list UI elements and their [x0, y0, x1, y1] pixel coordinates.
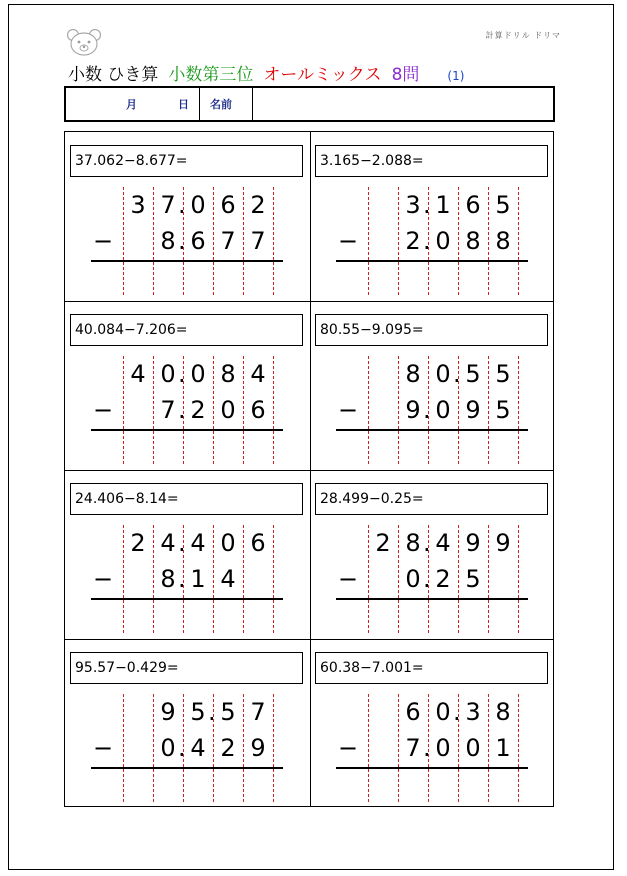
- minuend-digit: 5: [220, 698, 236, 726]
- subtrahend-digit: 6: [250, 396, 266, 424]
- subtrahend-digit: 7: [160, 396, 176, 424]
- column-guide: [518, 525, 519, 633]
- answer-line: [336, 598, 528, 600]
- decimal-point: .: [178, 734, 186, 762]
- subtrahend-digit: 1: [495, 734, 511, 762]
- minuend-digit: 8: [220, 360, 236, 388]
- subtrahend-digit: 9: [405, 396, 421, 424]
- minuend-digit: 3: [465, 698, 481, 726]
- answer-line: [91, 429, 283, 431]
- title-part: 8問: [391, 65, 420, 85]
- subtrahend-digit: 6: [190, 227, 206, 255]
- column-guide: [398, 694, 399, 802]
- problem-cell: [65, 470, 310, 639]
- minuend-digit: 2: [130, 529, 146, 557]
- column-guide: [488, 694, 489, 802]
- minuend-digit: 4: [160, 529, 176, 557]
- date-name-row: [64, 86, 555, 122]
- column-guide: [458, 187, 459, 295]
- minuend-digit: 3: [130, 191, 146, 219]
- problem-cell: [310, 639, 555, 808]
- subtrahend-digit: 8: [160, 565, 176, 593]
- column-guide: [273, 356, 274, 464]
- minus-sign: −: [338, 227, 359, 255]
- column-guide: [123, 187, 124, 295]
- decimal-point: .: [178, 565, 186, 593]
- decimal-point: .: [423, 529, 431, 557]
- subtrahend-digit: 4: [190, 734, 206, 762]
- minuend-digit: 0: [435, 360, 451, 388]
- column-guide: [368, 525, 369, 633]
- subtrahend-digit: 0: [220, 396, 236, 424]
- column-guide: [398, 187, 399, 295]
- column-guide: [488, 525, 489, 633]
- column-guide: [153, 356, 154, 464]
- column-guide: [273, 187, 274, 295]
- column-guide: [213, 525, 214, 633]
- divider: [199, 88, 200, 120]
- column-guide: [398, 525, 399, 633]
- minuend-digit: 0: [190, 360, 206, 388]
- subtrahend-digit: 2: [435, 565, 451, 593]
- problem-cell: [65, 132, 310, 301]
- minuend-digit: 4: [190, 529, 206, 557]
- problem-expression: 40.084−7.206=: [70, 314, 303, 346]
- subtrahend-digit: 2: [190, 396, 206, 424]
- day-label: 日: [178, 98, 189, 111]
- column-guide: [213, 356, 214, 464]
- subtrahend-digit: 2: [220, 734, 236, 762]
- problem-cell: [310, 470, 555, 639]
- problem-cell: [65, 301, 310, 470]
- decimal-point: .: [178, 396, 186, 424]
- name-label: 名前: [210, 98, 232, 111]
- column-guide: [368, 694, 369, 802]
- answer-line: [91, 598, 283, 600]
- subtrahend-digit: 0: [435, 734, 451, 762]
- subtrahend-digit: 0: [465, 734, 481, 762]
- column-guide: [243, 525, 244, 633]
- minuend-digit: 8: [495, 698, 511, 726]
- decimal-point: .: [178, 227, 186, 255]
- answer-line: [336, 260, 528, 262]
- decimal-point: .: [178, 191, 186, 219]
- title-part: 小数 ひき算: [68, 65, 159, 85]
- subtrahend-digit: 9: [250, 734, 266, 762]
- minuend-digit: 6: [465, 191, 481, 219]
- minuend-digit: 2: [375, 529, 391, 557]
- problem-grid: [64, 131, 554, 807]
- minus-sign: −: [93, 396, 114, 424]
- minuend-digit: 6: [250, 529, 266, 557]
- problem-cell: [310, 301, 555, 470]
- column-guide: [153, 525, 154, 633]
- month-label: 月: [126, 98, 137, 111]
- answer-line: [336, 767, 528, 769]
- minuend-digit: 5: [465, 360, 481, 388]
- title-part: 小数第三位: [168, 65, 254, 85]
- decimal-point: .: [453, 360, 461, 388]
- minuend-digit: 5: [190, 698, 206, 726]
- column-guide: [398, 356, 399, 464]
- problem-expression: 95.57−0.429=: [70, 652, 303, 684]
- column-guide: [273, 694, 274, 802]
- minuend-digit: 0: [435, 698, 451, 726]
- subtrahend-digit: 2: [405, 227, 421, 255]
- problem-expression: 3.165−2.088=: [315, 145, 548, 177]
- column-guide: [123, 525, 124, 633]
- problem-expression: 80.55−9.095=: [315, 314, 548, 346]
- minuend-digit: 7: [250, 698, 266, 726]
- subtrahend-digit: 7: [250, 227, 266, 255]
- minuend-digit: 5: [495, 360, 511, 388]
- worksheet-title: [68, 60, 474, 84]
- column-guide: [518, 694, 519, 802]
- name-field[interactable]: [254, 88, 553, 120]
- minuend-digit: 8: [405, 360, 421, 388]
- minuend-digit: 8: [405, 529, 421, 557]
- column-guide: [243, 694, 244, 802]
- column-guide: [243, 187, 244, 295]
- subtrahend-digit: 5: [465, 565, 481, 593]
- minuend-digit: 4: [130, 360, 146, 388]
- answer-line: [336, 429, 528, 431]
- minus-sign: −: [338, 565, 359, 593]
- subtrahend-digit: 9: [465, 396, 481, 424]
- minuend-digit: 0: [190, 191, 206, 219]
- subtrahend-digit: 0: [435, 396, 451, 424]
- minus-sign: −: [93, 565, 114, 593]
- minuend-digit: 2: [250, 191, 266, 219]
- subtrahend-digit: 8: [495, 227, 511, 255]
- subtrahend-digit: 0: [405, 565, 421, 593]
- divider: [252, 88, 253, 120]
- column-guide: [273, 525, 274, 633]
- problem-expression: 37.062−8.677=: [70, 145, 303, 177]
- minuend-digit: 9: [495, 529, 511, 557]
- decimal-point: .: [178, 529, 186, 557]
- bear-face-icon: [66, 28, 102, 56]
- subtrahend-digit: 0: [435, 227, 451, 255]
- column-guide: [518, 187, 519, 295]
- worksheet-number: (1): [447, 69, 465, 83]
- problem-expression: 28.499−0.25=: [315, 483, 548, 515]
- column-guide: [488, 356, 489, 464]
- column-guide: [518, 356, 519, 464]
- subtrahend-digit: 0: [160, 734, 176, 762]
- minuend-digit: 0: [160, 360, 176, 388]
- minus-sign: −: [338, 396, 359, 424]
- column-guide: [213, 187, 214, 295]
- decimal-point: .: [423, 227, 431, 255]
- column-guide: [123, 694, 124, 802]
- decimal-point: .: [423, 565, 431, 593]
- column-guide: [458, 525, 459, 633]
- minus-sign: −: [93, 734, 114, 762]
- subtrahend-digit: 7: [405, 734, 421, 762]
- column-guide: [153, 694, 154, 802]
- subtrahend-digit: 8: [465, 227, 481, 255]
- minus-sign: −: [93, 227, 114, 255]
- decimal-point: .: [178, 360, 186, 388]
- column-guide: [153, 187, 154, 295]
- subtrahend-digit: 5: [495, 396, 511, 424]
- decimal-point: .: [423, 191, 431, 219]
- minuend-digit: 9: [160, 698, 176, 726]
- minus-sign: −: [338, 734, 359, 762]
- problem-cell: [65, 639, 310, 808]
- answer-line: [91, 767, 283, 769]
- column-guide: [368, 187, 369, 295]
- minuend-digit: 4: [435, 529, 451, 557]
- decimal-point: .: [423, 396, 431, 424]
- minuend-digit: 9: [465, 529, 481, 557]
- decimal-point: .: [423, 734, 431, 762]
- minuend-digit: 1: [435, 191, 451, 219]
- minuend-digit: 4: [250, 360, 266, 388]
- column-guide: [243, 356, 244, 464]
- minuend-digit: 6: [405, 698, 421, 726]
- column-guide: [368, 356, 369, 464]
- subtrahend-digit: 8: [160, 227, 176, 255]
- minuend-digit: 6: [220, 191, 236, 219]
- minuend-digit: 0: [220, 529, 236, 557]
- problem-expression: 60.38−7.001=: [315, 652, 548, 684]
- brand-label: 計算ドリル ドリマ: [485, 31, 561, 40]
- problem-cell: [310, 132, 555, 301]
- subtrahend-digit: 1: [190, 565, 206, 593]
- decimal-point: .: [208, 698, 216, 726]
- column-guide: [123, 356, 124, 464]
- answer-line: [91, 260, 283, 262]
- subtrahend-digit: 4: [220, 565, 236, 593]
- minuend-digit: 3: [405, 191, 421, 219]
- problem-expression: 24.406−8.14=: [70, 483, 303, 515]
- decimal-point: .: [453, 698, 461, 726]
- minuend-digit: 5: [495, 191, 511, 219]
- title-part: オールミックス: [263, 65, 382, 85]
- subtrahend-digit: 7: [220, 227, 236, 255]
- column-guide: [488, 187, 489, 295]
- minuend-digit: 7: [160, 191, 176, 219]
